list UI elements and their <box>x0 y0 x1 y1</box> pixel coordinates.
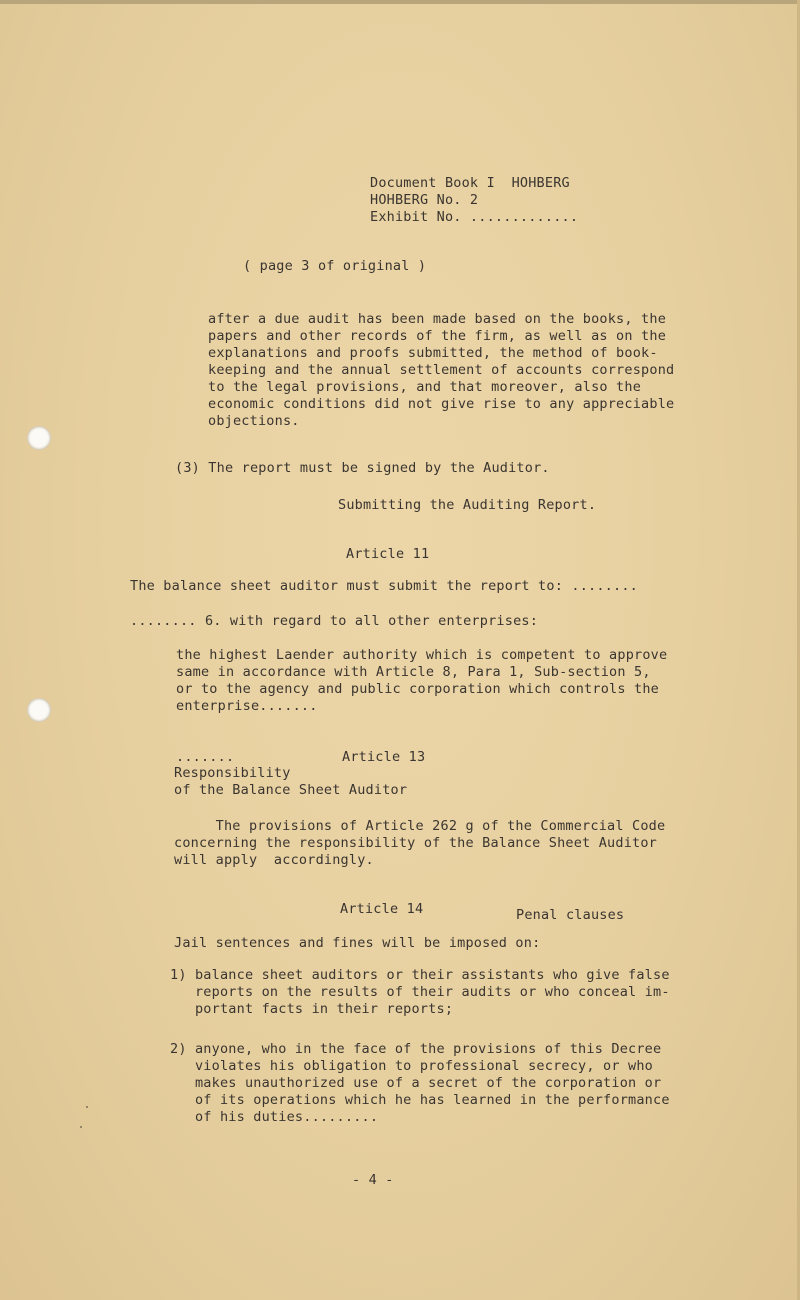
article-14-side-title: Penal clauses <box>516 907 625 923</box>
article-14-intro: Jail sentences and fines will be imposed on: <box>174 935 541 951</box>
page-number: - 4 - <box>352 1172 394 1188</box>
paragraph-line: The provisions of Article 262 g of the Commercial Code <box>174 818 666 834</box>
paragraph-line: portant facts in their reports; <box>170 1001 454 1017</box>
paragraph-line: 2) anyone, who in the face of the provisions of this Decree <box>170 1041 662 1057</box>
page-of-original: ( page 3 of original ) <box>243 258 427 274</box>
paragraph-line: of his duties......... <box>170 1109 379 1125</box>
document-book-line: Document Book I HOHBERG <box>370 175 570 191</box>
paragraph-line: will apply accordingly. <box>174 852 374 868</box>
paragraph-line: the highest Laender authority which is competent to approve <box>176 647 668 663</box>
paper-speck <box>86 1106 88 1108</box>
article-11-item-6: ........ 6. with regard to all other enterprises: <box>130 613 539 629</box>
paragraph-line: of its operations which he has learned in the performance <box>170 1092 670 1108</box>
clause-3: (3) The report must be signed by the Auditor. <box>175 460 550 476</box>
hohberg-number-line: HOHBERG No. 2 <box>370 192 479 208</box>
article-11-heading: Article 11 <box>346 546 430 562</box>
article-14-heading: Article 14 <box>340 901 424 917</box>
article-13-heading: Article 13 <box>342 749 426 765</box>
paragraph-line: reports on the results of their audits or who conceal im- <box>170 984 670 1000</box>
paragraph-line: papers and other records of the firm, as well as on the <box>208 328 667 344</box>
exhibit-number-line: Exhibit No. ............. <box>370 209 579 225</box>
article-13-side-title: of the Balance Sheet Auditor <box>174 782 408 798</box>
submitting-heading: Submitting the Auditing Report. <box>338 497 597 513</box>
paragraph-line: 1) balance sheet auditors or their assistants who give false <box>170 967 670 983</box>
article-13-ellipsis: ....... <box>176 749 235 765</box>
paragraph-line: makes unauthorized use of a secret of the corporation or <box>170 1075 662 1091</box>
paragraph-line: after a due audit has been made based on the books, the <box>208 311 667 327</box>
paragraph-line: keeping and the annual settlement of accounts correspond <box>208 362 675 378</box>
paper-speck <box>80 1126 82 1128</box>
paragraph-line: to the legal provisions, and that moreover, also the <box>208 379 642 395</box>
paragraph-line: violates his obligation to professional secrecy, or who <box>170 1058 654 1074</box>
paragraph-line: objections. <box>208 413 300 429</box>
punch-hole <box>27 426 51 450</box>
punch-hole <box>27 698 51 722</box>
paragraph-line: concerning the responsibility of the Balance Sheet Auditor <box>174 835 658 851</box>
article-11-line: The balance sheet auditor must submit the report to: ........ <box>130 578 638 594</box>
paragraph-line: enterprise....... <box>176 698 318 714</box>
paragraph-line: economic conditions did not give rise to any appreciable <box>208 396 675 412</box>
page-edge-top <box>0 0 800 4</box>
paragraph-line: explanations and proofs submitted, the method of book- <box>208 345 658 361</box>
paragraph-line: or to the agency and public corporation which controls the <box>176 681 660 697</box>
paragraph-line: same in accordance with Article 8, Para 1, Sub-section 5, <box>176 664 651 680</box>
article-13-side-title: Responsibility <box>174 765 291 781</box>
